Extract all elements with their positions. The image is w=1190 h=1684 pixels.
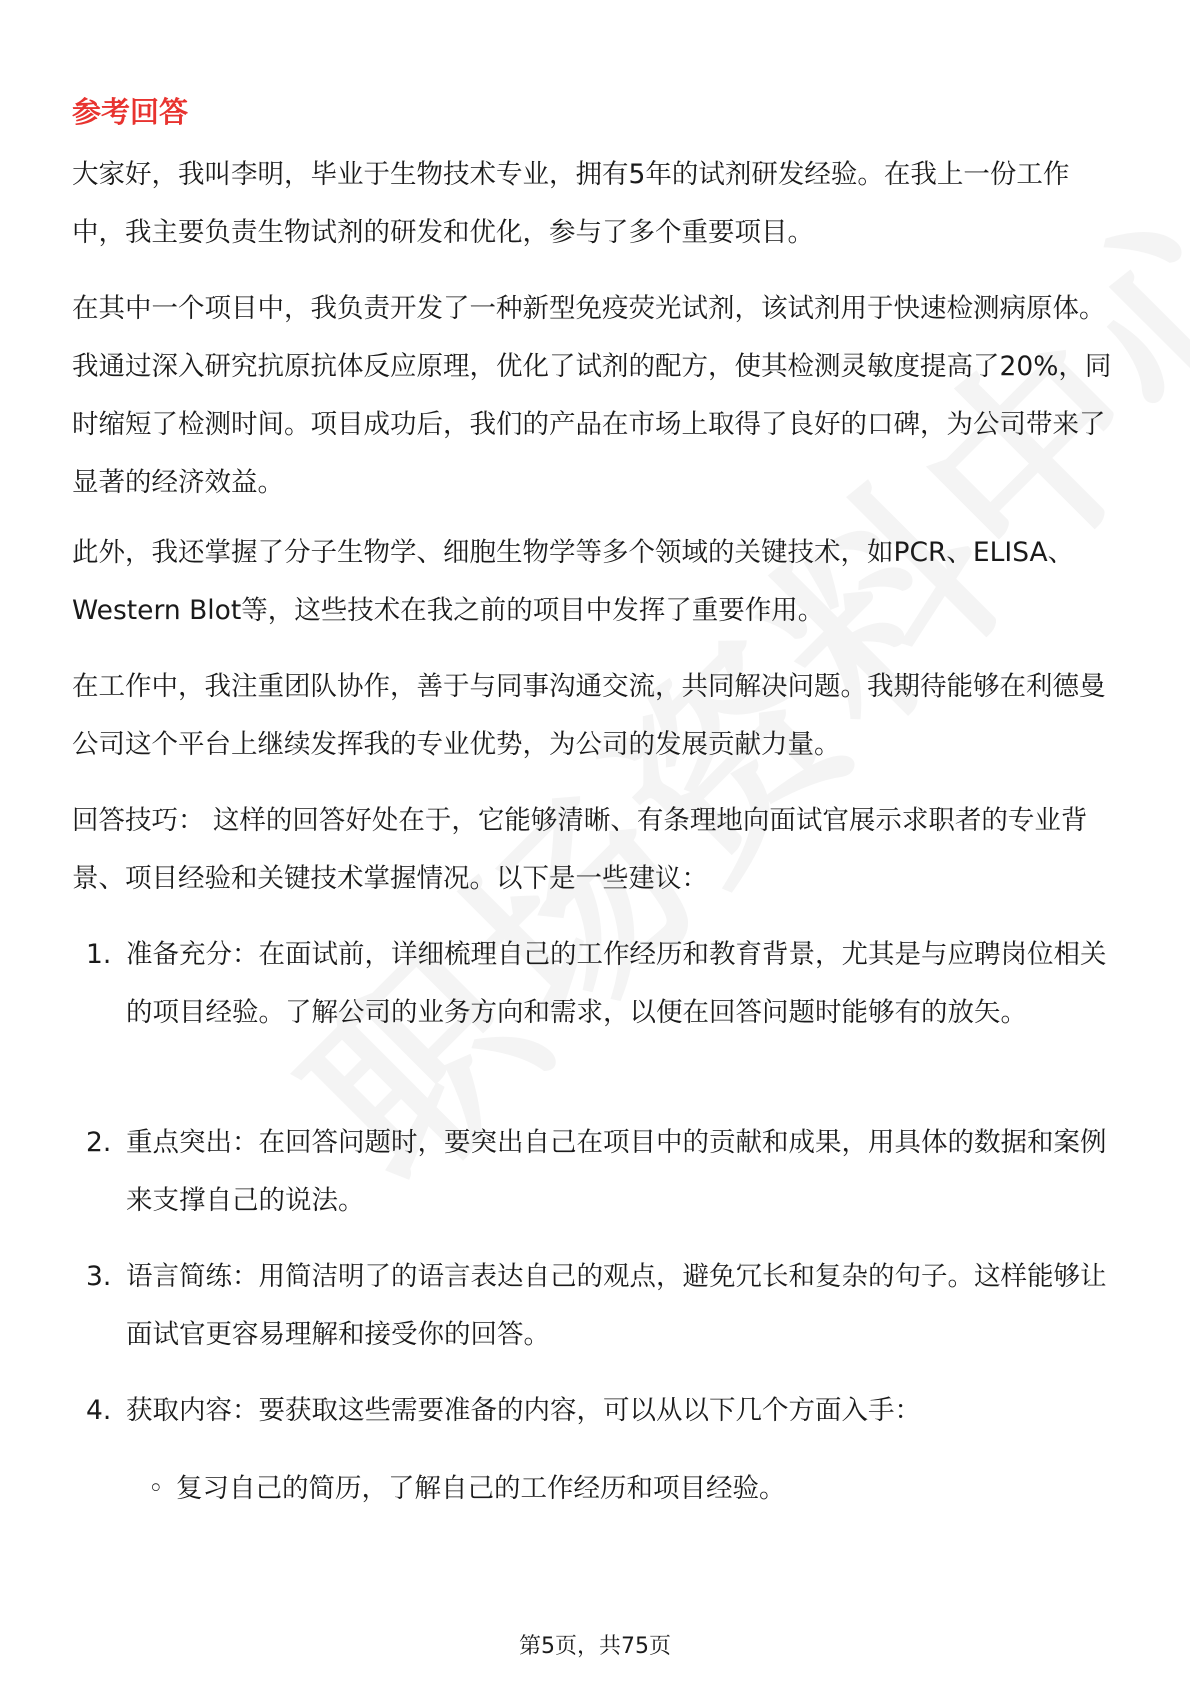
- paragraph-project: 在其中一个项目中，我负责开发了一种新型免疫荧光试剂，该试剂用于快速检测病原体。我通过深入研究抗原抗体反应原理，优化了试剂的配方，使其检测灵敏度提高了20%，同时缩短了检测时间。项目成功后，我们的产品在市场上取得了良好的口碑，为公司带来了显著的经济效益。: [72, 293, 1112, 498]
- paragraph-skills: 此外，我还掌握了分子生物学、细胞生物学等多个领域的关键技术，如PCR、ELISA、Western Blot等，这些技术在我之前的项目中发挥了重要作用。: [72, 537, 1075, 626]
- list-number: 3.: [86, 1261, 112, 1292]
- paragraph-teamwork: 在工作中，我注重团队协作，善于与同事沟通交流，共同解决问题。我期待能够在利德曼公司这个平台上继续发挥我的专业优势，为公司的发展贡献力量。: [72, 671, 1106, 760]
- list-number: 2.: [86, 1127, 112, 1158]
- sub-list-item: [148, 1460, 1108, 1518]
- list-text: 重点突出：在回答问题时，要突出自己在项目中的贡献和成果，用具体的数据和案例来支撑自己的说法。: [126, 1127, 1107, 1216]
- list-text: 获取内容：要获取这些需要准备的内容，可以从以下几个方面入手：: [126, 1395, 921, 1426]
- section-title: 参考回答: [72, 95, 189, 129]
- list-text: 语言简练：用简洁明了的语言表达自己的观点，避免冗长和复杂的句子。这样能够让面试官更容易理解和接受你的回答。: [126, 1261, 1107, 1350]
- page-footer: 第5页，共75页: [519, 1634, 671, 1659]
- paragraph-intro: 大家好，我叫李明，毕业于生物技术专业，拥有5年的试剂研发经验。在我上一份工作中，我主要负责生物试剂的研发和优化，参与了多个重要项目。: [72, 159, 1070, 248]
- hollow-bullet-icon: ◦: [148, 1473, 164, 1504]
- list-number: 4.: [86, 1395, 112, 1426]
- sub-list-text: 复习自己的简历，了解自己的工作经历和项目经验。: [176, 1473, 786, 1504]
- paragraph-tips: 回答技巧： 这样的回答好处在于，它能够清晰、有条理地向面试官展示求职者的专业背景、项目经验和关键技术掌握情况。以下是一些建议：: [72, 805, 1088, 894]
- list-text: 准备充分：在面试前，详细梳理自己的工作经历和教育背景，尤其是与应聘岗位相关的项目经验。了解公司的业务方向和需求，以便在回答问题时能够有的放矢。: [126, 939, 1107, 1028]
- list-number: 1.: [86, 939, 112, 970]
